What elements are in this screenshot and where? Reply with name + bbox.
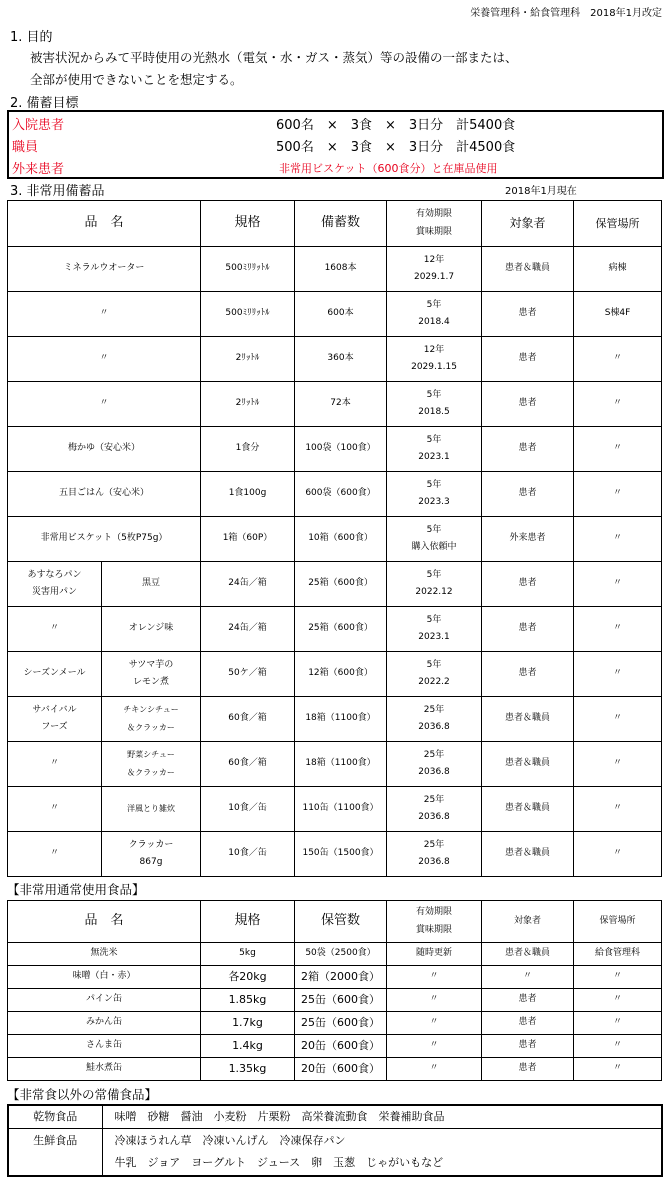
item-expiry: 12年 2029.1.7: [387, 247, 482, 292]
fresh-food-label: 生鮮食品: [8, 1128, 102, 1176]
fresh-food-items: [102, 1128, 662, 1176]
fresh-items-line-2: 牛乳 ジョア ヨーグルト ジュース 卵 玉葱 じゃがいもなど: [114, 1155, 444, 1169]
regular-stock-table: [7, 1104, 663, 1177]
section-5-title: 【非常食以外の常備食品】: [7, 1087, 158, 1102]
col-place: 保管場所: [574, 201, 662, 247]
table-row: [8, 1058, 662, 1081]
food-qty: 25缶（600食）: [295, 1012, 387, 1035]
food-qty: 25缶（600食）: [295, 989, 387, 1012]
food-spec: 1.35kg: [201, 1058, 295, 1081]
food-place: 〃: [574, 966, 662, 989]
item-place: 〃: [574, 742, 662, 787]
food-name: みかん缶: [8, 1012, 201, 1035]
item-variant: オレンジ味: [102, 607, 201, 652]
item-brand: シーズンメール: [8, 652, 102, 697]
table-row: [8, 697, 662, 742]
item-spec: 10食／缶: [201, 832, 295, 877]
food-name: 鮭水煮缶: [8, 1058, 201, 1081]
target-label-inpatient: 入院患者: [12, 118, 65, 133]
target-box: [7, 110, 664, 179]
food-target: 患者: [482, 1058, 574, 1081]
item-brand: あすなろパン 災害用パン: [8, 562, 102, 607]
section-1-line-2: 全部が使用できないことを想定する。: [30, 72, 243, 87]
item-qty: 1608本: [295, 247, 387, 292]
target-label-outpatient: 外来患者: [12, 162, 65, 177]
item-target: 患者＆職員: [482, 787, 574, 832]
col-expiry: 有効期限 賞味期限: [387, 201, 482, 247]
item-qty: 25箱（600食）: [295, 607, 387, 652]
item-spec: 60食／箱: [201, 742, 295, 787]
item-target: 患者＆職員: [482, 832, 574, 877]
document-header: 栄養管理科・給食管理科 2018年1月改定: [470, 8, 662, 19]
food-expiry: 〃: [387, 1058, 482, 1081]
item-target: 患者: [482, 382, 574, 427]
food-place: 〃: [574, 1012, 662, 1035]
item-variant: 野菜シチュー ＆クラッカー: [102, 742, 201, 787]
item-variant: 黒豆: [102, 562, 201, 607]
col-place: 保管場所: [574, 901, 662, 943]
regular-food-table: [7, 900, 662, 1081]
target-value-inpatient: 600名 × 3食 × 3日分 計5400食: [276, 118, 516, 133]
item-expiry: 25年 2036.8: [387, 742, 482, 787]
food-qty: 2箱（2000食）: [295, 966, 387, 989]
col-qty: 備蓄数: [295, 201, 387, 247]
item-variant: サツマ芋の レモン煮: [102, 652, 201, 697]
food-name: 味噌（白・赤）: [8, 966, 201, 989]
item-qty: 150缶（1500食）: [295, 832, 387, 877]
item-name: 非常用ビスケット（5枚P75g）: [8, 517, 201, 562]
table-header-row: [8, 901, 662, 943]
item-spec: 1食100g: [201, 472, 295, 517]
item-brand: 〃: [8, 832, 102, 877]
dry-food-items: 味噌 砂糖 醤油 小麦粉 片栗粉 高栄養流動食 栄養補助食品: [102, 1105, 662, 1128]
item-brand: 〃: [8, 742, 102, 787]
table-row: [8, 1128, 662, 1176]
table-row: [8, 292, 662, 337]
item-expiry: 12年 2029.1.15: [387, 337, 482, 382]
item-name: 〃: [8, 382, 201, 427]
food-target: 患者: [482, 1012, 574, 1035]
item-name: ミネラルウオーター: [8, 247, 201, 292]
item-target: 患者: [482, 292, 574, 337]
item-target: 患者: [482, 562, 574, 607]
item-qty: 18箱（1100食）: [295, 742, 387, 787]
item-name: 〃: [8, 292, 201, 337]
food-name: さんま缶: [8, 1035, 201, 1058]
table-row: [8, 427, 662, 472]
item-name: 五目ごはん（安心米）: [8, 472, 201, 517]
section-4-title: 【非常用通常使用食品】: [7, 882, 145, 897]
item-spec: 50ケ／箱: [201, 652, 295, 697]
item-target: 患者: [482, 607, 574, 652]
item-qty: 100袋（100食）: [295, 427, 387, 472]
table-row: [8, 1012, 662, 1035]
item-spec: 1箱（60P）: [201, 517, 295, 562]
food-place: 〃: [574, 1035, 662, 1058]
col-spec: 規格: [201, 201, 295, 247]
item-brand: 〃: [8, 787, 102, 832]
food-spec: 1.85kg: [201, 989, 295, 1012]
item-qty: 25箱（600食）: [295, 562, 387, 607]
table-row: [8, 742, 662, 787]
table-row: [8, 607, 662, 652]
food-target: 患者＆職員: [482, 943, 574, 966]
item-target: 患者＆職員: [482, 697, 574, 742]
item-target: 患者＆職員: [482, 247, 574, 292]
item-brand: サバイバル フーズ: [8, 697, 102, 742]
item-target: 外来患者: [482, 517, 574, 562]
table-row: [8, 562, 662, 607]
item-place: 病棟: [574, 247, 662, 292]
item-qty: 12箱（600食）: [295, 652, 387, 697]
food-expiry: 随時更新: [387, 943, 482, 966]
food-spec: 1.7kg: [201, 1012, 295, 1035]
item-target: 患者: [482, 472, 574, 517]
item-expiry: 5年 2018.4: [387, 292, 482, 337]
col-qty: 保管数: [295, 901, 387, 943]
section-2-title: 2. 備蓄目標: [10, 96, 79, 111]
item-spec: 60食／箱: [201, 697, 295, 742]
item-expiry: 5年 2022.2: [387, 652, 482, 697]
section-1-title: 1. 目的: [10, 30, 53, 45]
food-qty: 20缶（600食）: [295, 1035, 387, 1058]
col-name: 品 名: [8, 201, 201, 247]
food-expiry: 〃: [387, 1012, 482, 1035]
item-qty: 72本: [295, 382, 387, 427]
item-spec: 2ﾘｯﾄﾙ: [201, 382, 295, 427]
item-place: 〃: [574, 697, 662, 742]
stockpile-table: [7, 200, 662, 877]
col-expiry: 有効期限 賞味期限: [387, 901, 482, 943]
section-3-title: 3. 非常用備蓄品: [10, 184, 105, 199]
item-expiry: 25年 2036.8: [387, 697, 482, 742]
table-row: [8, 943, 662, 966]
food-expiry: 〃: [387, 1035, 482, 1058]
food-expiry: 〃: [387, 989, 482, 1012]
item-variant: チキンシチュー ＆クラッカー: [102, 697, 201, 742]
item-spec: 24缶／箱: [201, 607, 295, 652]
food-spec: 5kg: [201, 943, 295, 966]
item-place: 〃: [574, 607, 662, 652]
table-row: [8, 337, 662, 382]
food-name: 無洗米: [8, 943, 201, 966]
item-place: 〃: [574, 472, 662, 517]
item-place: 〃: [574, 832, 662, 877]
food-name: パイン缶: [8, 989, 201, 1012]
item-expiry: 25年 2036.8: [387, 787, 482, 832]
table-row: [8, 787, 662, 832]
dry-food-label: 乾物食品: [8, 1105, 102, 1128]
item-place: 〃: [574, 382, 662, 427]
food-place: 給食管理科: [574, 943, 662, 966]
item-qty: 10箱（600食）: [295, 517, 387, 562]
item-qty: 360本: [295, 337, 387, 382]
food-place: 〃: [574, 1058, 662, 1081]
food-target: 患者: [482, 1035, 574, 1058]
item-target: 患者＆職員: [482, 742, 574, 787]
table-header-row: [8, 201, 662, 247]
item-target: 患者: [482, 427, 574, 472]
food-qty: 20缶（600食）: [295, 1058, 387, 1081]
table-row: [8, 517, 662, 562]
item-spec: 2ﾘｯﾄﾙ: [201, 337, 295, 382]
item-expiry: 5年 2023.1: [387, 607, 482, 652]
item-expiry: 5年 2023.1: [387, 427, 482, 472]
item-target: 患者: [482, 652, 574, 697]
item-place: 〃: [574, 787, 662, 832]
target-label-staff: 職員: [12, 140, 39, 155]
food-target: 〃: [482, 966, 574, 989]
item-name: 〃: [8, 337, 201, 382]
item-expiry: 25年 2036.8: [387, 832, 482, 877]
item-expiry: 5年 2018.5: [387, 382, 482, 427]
item-target: 患者: [482, 337, 574, 382]
item-place: 〃: [574, 652, 662, 697]
table-row: [8, 966, 662, 989]
food-spec: 各20kg: [201, 966, 295, 989]
item-place: 〃: [574, 337, 662, 382]
item-qty: 18箱（1100食）: [295, 697, 387, 742]
item-expiry: 5年 2023.3: [387, 472, 482, 517]
table-row: [8, 1035, 662, 1058]
food-target: 患者: [482, 989, 574, 1012]
food-place: 〃: [574, 989, 662, 1012]
food-spec: 1.4kg: [201, 1035, 295, 1058]
item-spec: 10食／缶: [201, 787, 295, 832]
item-qty: 600袋（600食）: [295, 472, 387, 517]
food-expiry: 〃: [387, 966, 482, 989]
section-3-date: 2018年1月現在: [505, 186, 577, 197]
col-name: 品 名: [8, 901, 201, 943]
section-1-line-1: 被害状況からみて平時使用の光熱水（電気・水・ガス・蒸気）等の設備の一部または、: [30, 50, 518, 65]
food-qty: 50袋（2500食）: [295, 943, 387, 966]
table-row: [8, 247, 662, 292]
item-place: 〃: [574, 562, 662, 607]
table-row: [8, 652, 662, 697]
col-spec: 規格: [201, 901, 295, 943]
item-variant: クラッカー 867g: [102, 832, 201, 877]
col-target: 対象者: [482, 901, 574, 943]
item-spec: 1食分: [201, 427, 295, 472]
item-qty: 110缶（1100食）: [295, 787, 387, 832]
item-variant: 洋風とり雑炊: [102, 787, 201, 832]
item-brand: 〃: [8, 607, 102, 652]
target-value-staff: 500名 × 3食 × 3日分 計4500食: [276, 140, 516, 155]
fresh-items-line-1: 冷凍ほうれん草 冷凍いんげん 冷凍保存パン: [114, 1134, 346, 1147]
item-qty: 600本: [295, 292, 387, 337]
item-name: 梅かゆ（安心米）: [8, 427, 201, 472]
item-expiry: 5年 2022.12: [387, 562, 482, 607]
item-spec: 24缶／箱: [201, 562, 295, 607]
item-spec: 500ﾐﾘﾘｯﾄﾙ: [201, 292, 295, 337]
table-row: [8, 472, 662, 517]
table-row: [8, 1105, 662, 1128]
table-row: [8, 382, 662, 427]
item-place: 〃: [574, 427, 662, 472]
target-value-outpatient: 非常用ビスケット（600食分）と在庫品使用: [279, 162, 498, 175]
item-spec: 500ﾐﾘﾘｯﾄﾙ: [201, 247, 295, 292]
item-place: S棟4F: [574, 292, 662, 337]
item-place: 〃: [574, 517, 662, 562]
item-expiry: 5年 購入依頼中: [387, 517, 482, 562]
table-row: [8, 989, 662, 1012]
table-row: [8, 832, 662, 877]
col-target: 対象者: [482, 201, 574, 247]
